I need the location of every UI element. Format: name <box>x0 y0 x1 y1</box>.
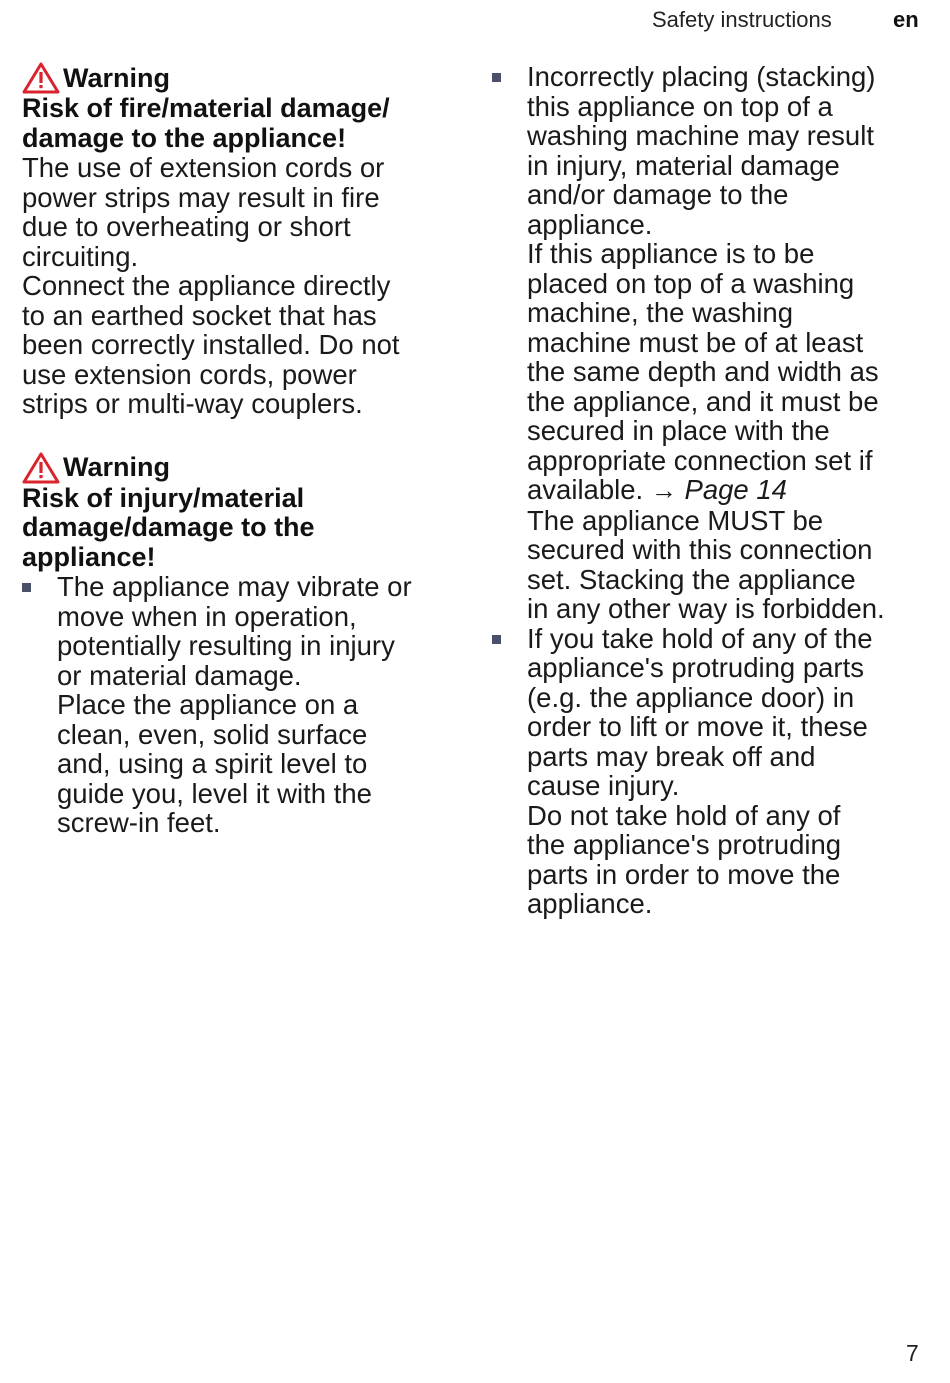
text-line: placed on top of a washing <box>527 267 855 299</box>
text-line: been correctly installed. Do not <box>22 329 400 360</box>
text-line: secured in place with the <box>527 415 830 446</box>
text-line: (e.g. the appliance door) in <box>527 681 855 713</box>
text-line: machine must be of at least <box>527 326 864 358</box>
text-line: The appliance may vibrate or <box>57 571 412 602</box>
arrow-right-icon: → <box>650 475 677 505</box>
text-line: The use of extension cords or <box>22 152 385 183</box>
text-line: Connect the appliance directly <box>22 270 391 301</box>
text-line: clean, even, solid surface <box>57 718 368 750</box>
text-line: in any other way is forbidden. <box>527 593 885 624</box>
text-line: appliance. <box>527 208 653 240</box>
text-line: and/or damage to the <box>527 179 789 210</box>
text-line: in injury, material damage <box>527 149 840 181</box>
text-line: circuiting. <box>22 240 139 272</box>
text-fragment: available. <box>527 474 644 505</box>
text-line: secured with this connection <box>527 534 873 565</box>
risk-title-line: appliance! <box>22 541 156 572</box>
warning-label: Warning <box>63 452 170 482</box>
warning-triangle-icon <box>22 62 60 94</box>
text-line: the appliance's protruding <box>527 829 842 860</box>
bullet-item <box>492 62 932 624</box>
bullet-item <box>22 572 462 838</box>
text-line: the appliance, and it must be <box>527 385 879 417</box>
page-reference-link[interactable]: Page 14 <box>684 474 787 505</box>
text-line: appropriate connection set if <box>527 444 873 476</box>
text-line: use extension cords, power <box>22 358 357 390</box>
bullet-item <box>492 624 932 919</box>
text-line: parts in order to move the <box>527 858 841 890</box>
text-line: If this appliance is to be <box>527 238 815 269</box>
text-line: move when in operation, <box>57 600 357 632</box>
text-line: cause injury. <box>527 770 680 801</box>
text-line: this appliance on top of a <box>527 90 833 122</box>
text-line: to an earthed socket that has <box>22 299 377 331</box>
risk-title-line: damage/damage to the <box>22 512 315 542</box>
bullet-square-icon <box>492 73 501 82</box>
warning-paragraph <box>22 153 462 271</box>
text-line: guide you, level it with the <box>57 777 372 809</box>
text-line: appliance. <box>527 888 653 919</box>
risk-title-line: Risk of fire/material damage/ <box>22 93 390 123</box>
page-number: 7 <box>906 1340 919 1366</box>
text-line: set. Stacking the appliance <box>527 563 856 595</box>
text-line: screw-in feet. <box>57 807 221 838</box>
text-line: Place the appliance on a <box>57 689 359 720</box>
text-line: order to lift or move it, these <box>527 711 868 742</box>
text-line: If you take hold of any of the <box>527 622 873 654</box>
text-line: washing machine may result <box>527 120 874 151</box>
warning-heading <box>22 62 462 94</box>
text-line: Incorrectly placing (stacking) <box>527 61 876 92</box>
text-line: parts may break off and <box>527 740 816 772</box>
risk-title <box>22 94 462 153</box>
warning-heading <box>22 452 462 484</box>
risk-title <box>22 484 462 573</box>
text-line: potentially resulting in injury <box>57 630 395 661</box>
bullet-square-icon <box>492 635 501 644</box>
right-column <box>492 62 932 919</box>
text-line: and, using a spirit level to <box>57 748 368 779</box>
instruction-paragraph <box>22 271 462 419</box>
text-line-with-reference <box>527 475 932 506</box>
text-line: machine, the washing <box>527 297 793 328</box>
left-column <box>22 62 462 838</box>
text-line: power strips may result in fire <box>22 181 380 213</box>
text-line: due to overheating or short <box>22 211 351 242</box>
risk-title-line: damage to the appliance! <box>22 122 347 153</box>
warning-triangle-icon <box>22 452 60 484</box>
section-title: Safety instructions <box>652 7 832 32</box>
text-line: strips or multi-way couplers. <box>22 388 363 419</box>
text-line: The appliance MUST be <box>527 504 824 536</box>
text-line: the same depth and width as <box>527 356 879 387</box>
warning-label: Warning <box>63 62 170 93</box>
risk-title-line: Risk of injury/material <box>22 482 305 513</box>
bullet-square-icon <box>22 583 31 592</box>
text-line: or material damage. <box>57 659 302 691</box>
language-code: en <box>893 7 919 32</box>
text-line: appliance's protruding parts <box>527 652 864 683</box>
text-line: Do not take hold of any of <box>527 799 841 831</box>
